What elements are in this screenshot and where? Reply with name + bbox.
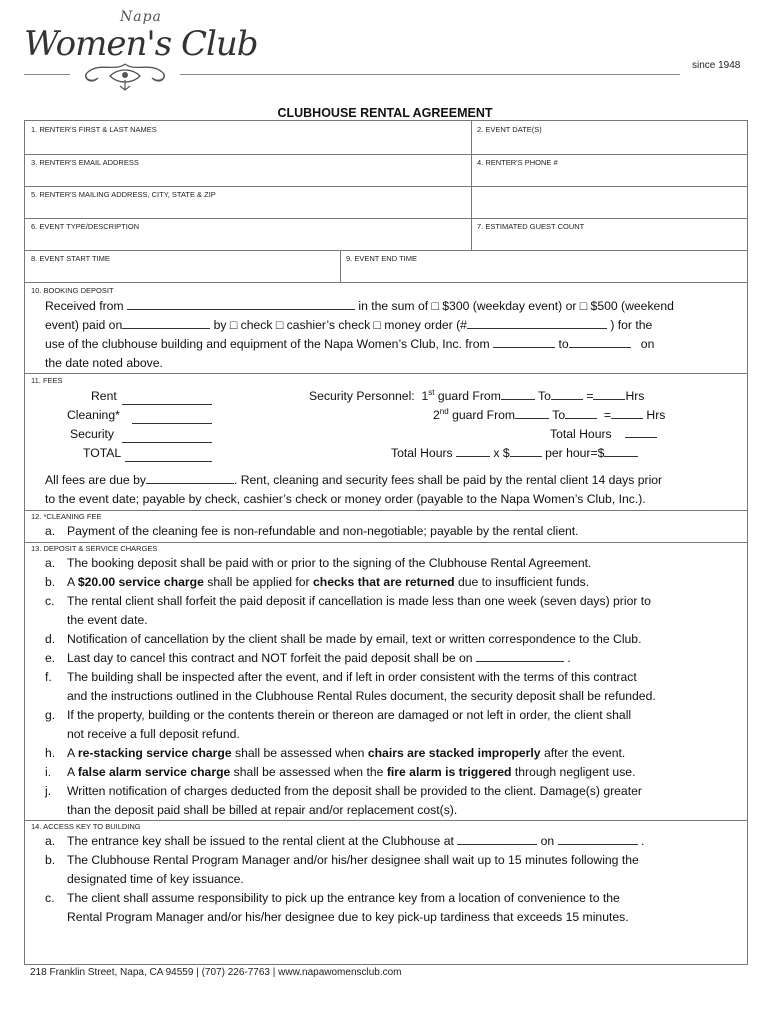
- list-item-text: A: [67, 746, 78, 760]
- blank-security-total[interactable]: [604, 445, 638, 457]
- logo-napa-text: Napa: [120, 9, 162, 25]
- blank-money-order-number[interactable]: [467, 317, 607, 329]
- hourly-total-line: [391, 444, 638, 463]
- fees-due-text: All fees are due by: [45, 473, 146, 487]
- list-item-continuation: Rental Program Manager and/or his/her designee due to key pick-up tardiness that exceeds 15 minutes.: [67, 910, 629, 924]
- to-label: To: [552, 408, 566, 422]
- blank-guard2-hrs[interactable]: [611, 407, 643, 419]
- hrs-label: Hrs: [625, 389, 645, 403]
- list-item: [45, 763, 635, 782]
- list-marker: b.: [45, 575, 56, 589]
- list-item-continuation: the event date.: [67, 613, 148, 627]
- logo-club-name: Women's Club: [24, 24, 258, 64]
- field-label-email: 3. RENTER'S EMAIL ADDRESS: [31, 158, 139, 167]
- section-label-cleaning-fee: 12. *CLEANING FEE: [31, 512, 102, 521]
- per-hour-label: per hour=$: [545, 446, 605, 460]
- blank-fees-due-date[interactable]: [146, 472, 234, 484]
- bold-text: false alarm service charge: [77, 765, 231, 779]
- blank-key-date[interactable]: [558, 833, 638, 845]
- deposit-text: Received from: [45, 299, 124, 313]
- list-item-continuation: than the deposit paid shall be billed at repair and/or replacement cost(s).: [67, 803, 458, 817]
- deposit-text: ) for the: [610, 318, 653, 332]
- list-marker: g.: [45, 708, 56, 722]
- list-item-text: through negligent use.: [511, 765, 636, 779]
- deposit-line-1: [45, 297, 674, 316]
- divider: [25, 510, 747, 511]
- list-item: [45, 649, 571, 668]
- document-title: CLUBHOUSE RENTAL AGREEMENT: [277, 106, 493, 120]
- blank-cleaning[interactable]: [132, 412, 212, 424]
- blank-hours-count[interactable]: [456, 445, 490, 457]
- blank-guard2-from[interactable]: [515, 407, 549, 419]
- deposit-line-3: [45, 335, 654, 354]
- deposit-text: to: [558, 337, 569, 351]
- list-item-continuation: and the instructions outlined in the Clubhouse Rental Rules document, the security deposit shall be refunded.: [67, 689, 656, 703]
- list-marker: a.: [45, 556, 56, 570]
- list-item-text: .: [567, 651, 571, 665]
- list-item-text: The rental client shall forfeit the paid deposit if cancellation is made less than one week (seven days) prior to: [67, 594, 651, 608]
- section-label-access-key: 14. ACCESS KEY TO BUILDING: [31, 822, 141, 831]
- guard-from-label: guard From: [437, 389, 501, 403]
- deposit-text: use of the clubhouse building and equipment of the Napa Women’s Club, Inc. from: [45, 337, 490, 351]
- list-item: [45, 668, 637, 687]
- list-item-continuation: not receive a full deposit refund.: [67, 727, 240, 741]
- divider: [25, 820, 747, 821]
- guard-ordinal: nd: [439, 406, 449, 416]
- blank-guard2-to[interactable]: [565, 407, 597, 419]
- since-text: since 1948: [692, 60, 741, 71]
- list-item-text: after the event.: [540, 746, 626, 760]
- blank-guard1-hrs[interactable]: [593, 388, 625, 400]
- bold-text: chairs are stacked improperly: [367, 746, 541, 760]
- guard-number: 2: [433, 408, 440, 422]
- list-item: [45, 851, 639, 870]
- divider: [25, 542, 747, 543]
- security-personnel-label: Security Personnel:: [309, 389, 415, 403]
- list-marker: a.: [45, 524, 56, 538]
- list-item: [45, 554, 591, 573]
- deposit-text: by □ check □ cashier’s check □ money order (#: [213, 318, 467, 332]
- list-item: [45, 630, 641, 649]
- list-item: [45, 889, 620, 908]
- list-marker: c.: [45, 891, 55, 905]
- deposit-text: on: [640, 337, 655, 351]
- section-label-deposit-charges: 13. DEPOSIT & SERVICE CHARGES: [31, 544, 158, 553]
- field-label-address: 5. RENTER'S MAILING ADDRESS, CITY, STATE & ZIP: [31, 190, 216, 199]
- fee-security-label: Security: [70, 427, 115, 441]
- guard-number: 1: [421, 389, 429, 403]
- field-label-event-type: 6. EVENT TYPE/DESCRIPTION: [31, 222, 140, 231]
- list-item-text: The Clubhouse Rental Program Manager and/or his/her designee shall wait up to 15 minutes following the: [67, 853, 639, 867]
- deposit-line-2: [45, 316, 652, 335]
- logo-rule-right: [180, 74, 680, 75]
- list-item: [45, 706, 631, 725]
- list-marker: b.: [45, 853, 56, 867]
- fee-rent-label: Rent: [91, 389, 117, 403]
- list-item-text: shall be assessed when: [231, 746, 368, 760]
- deposit-line-4: the date noted above.: [45, 356, 163, 370]
- list-marker: d.: [45, 632, 56, 646]
- fee-total-label: TOTAL: [83, 446, 122, 460]
- list-marker: f.: [45, 670, 52, 684]
- list-item: [45, 744, 625, 763]
- fees-due-line-1: [45, 471, 662, 490]
- list-item-text: due to insufficient funds.: [454, 575, 590, 589]
- field-label-event-dates: 2. EVENT DATE(S): [477, 125, 542, 134]
- deposit-text: event) paid on: [45, 318, 123, 332]
- list-item-text: shall be assessed when the: [230, 765, 387, 779]
- divider: [25, 186, 747, 187]
- blank-guard1-to[interactable]: [551, 388, 583, 400]
- list-item-text: Notification of cancellation by the client shall be made by email, text or written correspondence to the Club.: [67, 632, 642, 646]
- list-marker: c.: [45, 594, 55, 608]
- list-marker: e.: [45, 651, 56, 665]
- list-item: [45, 592, 651, 611]
- field-label-end-time: 9. EVENT END TIME: [346, 254, 417, 263]
- divider: [25, 373, 747, 374]
- list-item-text: Written notification of charges deducted from the deposit shall be provided to the client. Damage(s) greater: [67, 784, 642, 798]
- equals-label: =: [603, 408, 612, 422]
- footer-contact: 218 Franklin Street, Napa, CA 94559 | (707) 226-7763 | www.napawomensclub.com: [30, 967, 402, 978]
- total-hours-label: Total Hours: [391, 446, 453, 460]
- bold-text: $20.00 service charge: [77, 575, 204, 589]
- field-label-renter-name: 1. RENTER'S FIRST & LAST NAMES: [31, 125, 157, 134]
- list-item: [45, 782, 642, 801]
- to-label: To: [538, 389, 551, 403]
- list-item-text: The client shall assume responsibility to pick up the entrance key from a location of convenience to the: [67, 891, 620, 905]
- divider: [25, 218, 747, 219]
- list-item-text: on: [540, 834, 555, 848]
- logo-ornament-icon: [70, 58, 180, 94]
- list-item: [45, 522, 579, 541]
- list-item: [45, 832, 644, 851]
- multiply-label: x $: [493, 446, 510, 460]
- divider: [25, 282, 747, 283]
- list-marker: h.: [45, 746, 56, 760]
- list-item-text: Payment of the cleaning fee is non-refundable and non-negotiable; payable by the rental client.: [67, 524, 579, 538]
- divider: [25, 250, 747, 251]
- blank-security[interactable]: [122, 431, 212, 443]
- list-item-text: The booking deposit shall be paid with or prior to the signing of the Clubhouse Rental Agreement.: [67, 556, 592, 570]
- field-label-guest-count: 7. ESTIMATED GUEST COUNT: [477, 222, 585, 231]
- list-item-text: The entrance key shall be issued to the rental client at the Clubhouse at: [67, 834, 454, 848]
- divider: [25, 154, 747, 155]
- total-hours-label: Total Hours: [550, 427, 612, 441]
- section-label-fees: 11. FEES: [31, 376, 63, 385]
- list-item-continuation: designated time of key issuance.: [67, 872, 244, 886]
- hrs-label: Hrs: [646, 408, 666, 422]
- blank-received-from[interactable]: [127, 298, 355, 310]
- list-marker: a.: [45, 834, 56, 848]
- blank-guard1-from[interactable]: [501, 388, 535, 400]
- list-item: [45, 573, 589, 592]
- list-item-text: A: [67, 575, 78, 589]
- guard-ordinal: st: [428, 387, 435, 397]
- bold-text: checks that are returned: [312, 575, 455, 589]
- blank-rent[interactable]: [122, 393, 212, 405]
- list-item-text: .: [640, 834, 645, 848]
- rental-form: [24, 120, 748, 965]
- blank-key-time[interactable]: [457, 833, 537, 845]
- blank-paid-on[interactable]: [122, 317, 210, 329]
- list-marker: j.: [45, 784, 52, 798]
- deposit-text: in the sum of □ $300 (weekday event) or □ $500 (weekend: [358, 299, 674, 313]
- list-item-text: A: [67, 765, 78, 779]
- logo-rule-left: [24, 74, 70, 75]
- blank-total[interactable]: [125, 450, 212, 462]
- bold-text: re-stacking service charge: [77, 746, 232, 760]
- fees-due-text: . Rent, cleaning and security fees shall be paid by the rental client 14 days prior: [233, 473, 663, 487]
- blank-last-cancel-date[interactable]: [476, 650, 564, 662]
- list-item-text: The building shall be inspected after the event, and if left in order consistent with the terms of this contract: [67, 670, 637, 684]
- divider: [340, 250, 341, 282]
- equals-label: =: [586, 389, 594, 403]
- field-label-start-time: 8. EVENT START TIME: [31, 254, 110, 263]
- security-personnel-line-1: [309, 387, 644, 406]
- security-personnel-line-2: [433, 406, 665, 425]
- list-item-text: Last day to cancel this contract and NOT forfeit the paid deposit shall be on: [67, 651, 473, 665]
- section-label-booking-deposit: 10. BOOKING DEPOSIT: [31, 286, 114, 295]
- bold-text: fire alarm is triggered: [386, 765, 512, 779]
- guard-from-label: guard From: [452, 408, 516, 422]
- blank-to[interactable]: [569, 336, 631, 348]
- blank-from[interactable]: [493, 336, 555, 348]
- fees-due-line-2: to the event date; payable by check, cashier’s check or money order (payable to the Napa Women’s Club, Inc.).: [45, 492, 646, 506]
- fee-cleaning-label: Cleaning*: [67, 408, 120, 422]
- total-hours-line: [550, 425, 657, 444]
- blank-rate[interactable]: [510, 445, 542, 457]
- list-item-text: shall be applied for: [203, 575, 313, 589]
- blank-total-hours[interactable]: [625, 426, 657, 438]
- list-item-text: If the property, building or the contents therein or thereon are damaged or not left in order, the client shall: [67, 708, 632, 722]
- list-marker: i.: [45, 765, 52, 779]
- field-label-phone: 4. RENTER'S PHONE #: [477, 158, 558, 167]
